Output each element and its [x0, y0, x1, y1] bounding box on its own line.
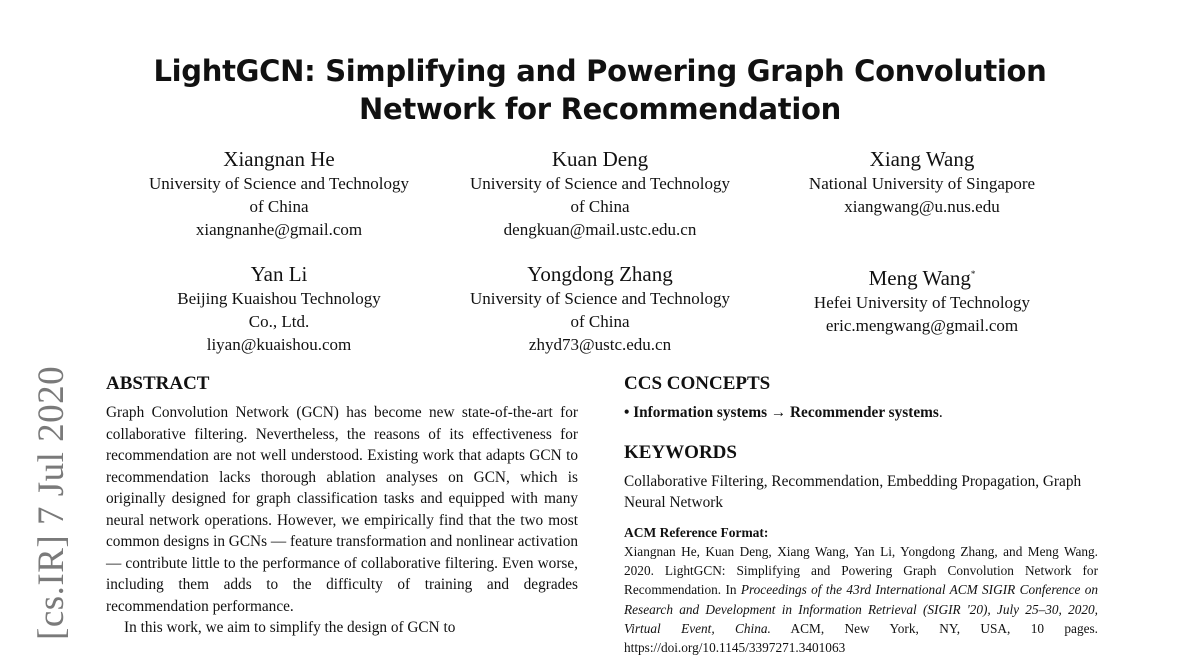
acm-reference-text	[624, 542, 1098, 657]
ccs-subconcept: Recommender systems	[789, 404, 939, 421]
ccs-arrow: →	[767, 404, 790, 421]
author-email[interactable]: xiangnanhe@gmail.com	[195, 220, 363, 239]
acm-reference-proceedings: Proceedings of the 43rd International ACM SIGIR Conference on Research and Development in Information Retrieval (SIGIR '20), July 25–30, 2020, Virtual Event, China.	[624, 582, 1098, 636]
keywords-text: Collaborative Filtering, Recommendation, Embedding Propagation, Graph Neural Network	[624, 473, 1082, 511]
author-name	[767, 261, 1077, 291]
author-affiliation: of China	[249, 197, 309, 216]
left-column	[106, 372, 578, 639]
author-block	[767, 261, 1077, 337]
ccs-concepts	[624, 402, 1098, 423]
author-affiliation: of China	[570, 197, 630, 216]
title-line-2: Network for Recommendation	[359, 92, 841, 126]
title-line-1: LightGCN: Simplifying and Powering Graph Convolution	[153, 54, 1047, 88]
author-email[interactable]: liyan@kuaishou.com	[206, 335, 352, 354]
author-affiliation: Co., Ltd.	[248, 312, 310, 331]
author-affiliation: National University of Singapore	[808, 174, 1036, 193]
author-affiliation: Hefei University of Technology	[813, 293, 1031, 312]
author-affiliation: University of Science and Technology	[469, 289, 731, 308]
author-name: Kuan Deng	[551, 147, 649, 171]
abstract-text-continued: In this work, we aim to simplify the design of GCN to	[124, 619, 456, 636]
author-email[interactable]: xiangwang@u.nus.edu	[844, 197, 1000, 216]
ccs-heading: CCS CONCEPTS	[624, 373, 771, 394]
author-name: Xiang Wang	[869, 147, 975, 171]
abstract-text: Graph Convolution Network (GCN) has become new state-of-the-art for collaborative filtering. Nevertheless, the reasons of its effectiveness for recommendation are not well understood. Existing work that adapts GCN to recommendation lacks thorough ablation analyses on GCN, which is originally designed for graph classification tasks and equipped with many neural network operations. However, we empirically find that the two most common designs in GCNs — feature transformation and nonlinear activation — contribute little to the performance of collaborative filtering. Even worse, including them adds to the difficulty of training and degrades recommendation performance.	[106, 404, 578, 615]
author-affiliation: University of Science and Technology	[469, 174, 731, 193]
author-affiliation: University of Science and Technology	[148, 174, 410, 193]
keywords-heading: KEYWORDS	[624, 442, 737, 463]
author-name: Yongdong Zhang	[527, 262, 673, 286]
author-block	[445, 146, 755, 241]
author-name: Xiangnan He	[223, 147, 335, 171]
author-email[interactable]: zhyd73@ustc.edu.cn	[528, 335, 672, 354]
author-email[interactable]: eric.mengwang@gmail.com	[825, 316, 1019, 335]
author-block	[767, 146, 1077, 218]
acm-reference-heading: ACM Reference Format:	[624, 525, 769, 540]
acm-reference-part1: Xiangnan He, Kuan Deng, Xiang Wang, Yan Li, Yongdong Zhang, and Meng Wang. 2020. LightGCN: Simplifying and Powering Graph Convolution Network for Recommendation. In	[624, 544, 1098, 598]
acm-reference-part2[interactable]: ACM, New York, NY, USA, 10 pages. https://doi.org/10.1145/3397271.3401063	[624, 620, 1098, 656]
right-column	[624, 372, 1098, 657]
arxiv-side-stamp: [cs.IR] 7 Jul 2020	[31, 365, 72, 640]
paper-title	[100, 52, 1100, 128]
ccs-concept: Information systems	[633, 404, 768, 421]
author-name: Yan Li	[250, 262, 308, 286]
author-block	[124, 261, 434, 356]
author-block	[124, 146, 434, 241]
corresponding-author-mark: *	[970, 269, 976, 279]
ccs-bullet: •	[624, 404, 634, 421]
author-email[interactable]: dengkuan@mail.ustc.edu.cn	[503, 220, 697, 239]
author-affiliation: Beijing Kuaishou Technology	[177, 289, 381, 308]
abstract-heading: ABSTRACT	[106, 373, 210, 394]
author-block	[445, 261, 755, 356]
ccs-end: .	[938, 404, 943, 421]
author-affiliation: of China	[570, 312, 630, 331]
author-name-text: Meng Wang	[868, 266, 971, 290]
